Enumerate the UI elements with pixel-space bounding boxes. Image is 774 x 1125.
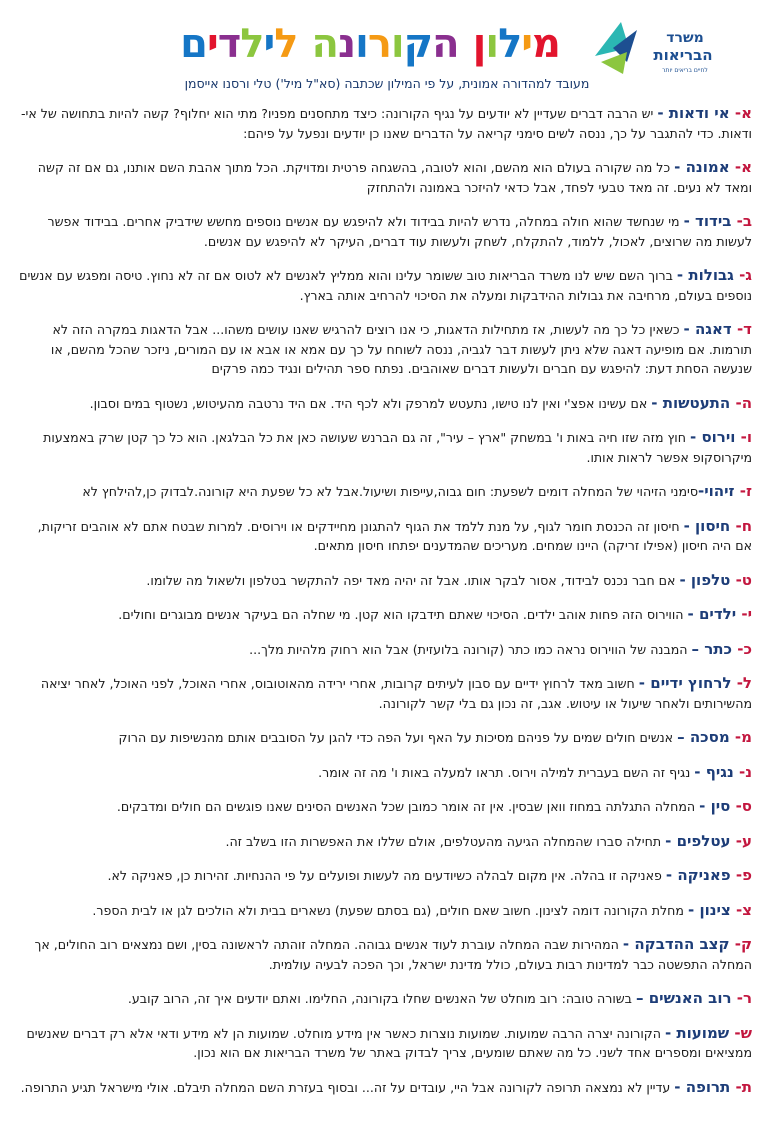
dictionary-entry [18,901,752,921]
title-letter: ה [432,21,459,67]
logo-text-line3: לחיים בריאים יותר [662,67,708,74]
entry-term: זיהוי [704,482,735,500]
entry-definition: פאניקה זו בהלה. אין מקום לבהלה כשיודעים מה לעשות ופועלים על פי ההנחיות. זהירות כן, פאניקה לא. [107,868,666,883]
entry-heading [674,1078,752,1096]
entry-separator: – [635,989,649,1007]
entry-letter: ג [745,266,752,284]
entry-separator: - [698,482,705,500]
entry-letter: י [747,605,752,623]
entry-letter: ק [740,935,752,953]
entry-dash: - [732,639,744,658]
entry-definition: תחילה סברו שהמחלה הגיעה מהעטלפים, אולם שללו את האפשרות הזו בשלב זה. [225,833,666,849]
entry-definition: נגיף זה השם בעברית למילה וירוס. תראו למעלה באות ו' מה זה אומר. [318,764,695,780]
dictionary-entry [18,832,752,852]
title-letter: ל [498,21,522,67]
entry-definition: עדיין לא נמצאה תרופה לקורונה אבל היי, עובדים על זה... ובסוף בעזרת השם המחלה תיבלם. אולי מישראל תגיע התרופה. [20,1079,675,1095]
entry-letter: כ [743,639,752,658]
title-letter: י [207,21,218,67]
entry-dash: - [733,266,746,284]
entry-term: בידוד [695,212,732,230]
entry-letter: ז [745,482,752,500]
entry-letter: פ [742,866,752,884]
entry-heading [665,832,752,850]
title-letter: י [263,21,275,67]
entry-term: סין [710,797,731,815]
entry-dash: - [730,570,742,589]
entry-dash: - [730,797,742,815]
dictionary-entry [18,935,752,974]
title-letter: ק [403,21,433,67]
entry-heading [699,797,752,815]
entry-separator: - [683,212,696,230]
entry-dash: - [735,428,747,446]
title-letter: ד [217,21,241,67]
dictionary-entry [18,266,752,305]
entry-heading [636,989,752,1007]
entry-letter: נ [745,762,752,781]
entry-dash: - [730,393,742,412]
entry-heading [684,320,752,338]
entry-term: נגיף [705,762,734,781]
entry-dash: - [736,605,748,623]
entry-dash: - [734,482,746,500]
entry-heading [665,1024,752,1042]
dictionary-entry [18,517,752,556]
dictionary-entry [18,605,752,625]
entry-letter: א [741,104,752,122]
entry-dash: - [733,762,746,781]
dictionary-entry [18,428,752,467]
entry-letter: ל [742,674,752,692]
title-letter: ו [355,21,368,67]
title-letter: ו [390,21,404,67]
entry-dash: - [730,900,743,919]
entry-separator: - [689,428,702,446]
title-letter: ל [240,21,264,67]
title-letter: נ [337,21,356,67]
dictionary-entry [18,320,752,379]
entry-heading [688,901,752,919]
entry-term: אי ודאות [668,104,730,122]
entry-heading [677,266,752,284]
entry-term: טלפון [690,570,731,589]
entry-definition: הווירוס הזה פחות אוהב ילדים. הסיכוי שאתם תידבקו הוא קטן. מי שחלה הם בעיקר אנשים מבוגרים וחולים. [118,607,688,622]
dictionary-entry [18,212,752,251]
entry-heading [698,482,752,500]
title-letter: ר [367,21,391,67]
entry-separator: - [665,831,677,850]
entry-separator: - [665,866,678,884]
entry-term: פאניקה [677,866,731,884]
entry-letter: ש [740,1023,752,1042]
entry-letter: ח [741,516,752,535]
entry-term: עטלפים [676,831,731,850]
entry-separator: - [657,104,669,122]
entry-separator: - [699,797,711,815]
entry-definition: מחלת הקורונה דומה לצינון. חשוב שאם חולים, (גם בסתם שפעת) נשארים בבית ולא הולכים לגן או לבית הספר. [92,902,688,918]
dictionary-entry [18,797,752,817]
entry-separator: - [694,762,706,781]
entry-definition: אם חבר נכנס לבידוד, אסור לבקר אותו. אבל זה יהיה מאד יפה להתקשר בטלפון ולשאול מה שלומו. [146,572,680,588]
entry-heading [623,935,752,953]
entry-definition: חשוב מאד לרחוץ ידיים עם סבון לעיתים קרובות, אחרי ירידה מהאוטובוס, אחרי האוכל, לפני האוכל, לאחר יציאה מהשירותים ולאחר שיעול או עיטוש. אגב, זה נכון גם בלי קשר לקורונה. [40,676,752,711]
entry-term: רוב האנשים [648,989,732,1007]
entry-separator: - [683,516,696,535]
entry-term: דאגה [694,320,732,338]
entry-heading [684,212,752,230]
entry-definition: המחלה התגלתה במחוז וואן שבסין. אין זה אומר כמובן שכל האנשים הסינים שאנו פוגשים הם חולים ומדבקים. [116,799,700,814]
entry-heading [692,640,752,658]
entry-definition: המהירות שבה המחלה עוברת לעוד אנשים גבוהה. המחלה זוהתה לראשונה בסין, ושם נמצאים רוב החולים, אך המחלה התפשטה כבר למדינות רבות בעולם, כולל מדינת ישראל, וכך הפכה לבעיה עולמית. [34,937,752,972]
entry-letter: צ [742,900,752,919]
entry-dash: - [730,1077,742,1096]
entry-separator: - [674,158,686,176]
entry-dash: - [729,158,742,176]
entry-definition: חיסון זה הכנסת חומר לגוף, על מנת ללמד את הגוף להתגונן מחיידקים או וירוסים. למרות שבטח אתם לא אוהבים זריקות, אם היה חיסון (אפילו זריקה) היינו שמחים. מעריכים שהמדענים יפתחו חיסון מתאים. [37,518,752,553]
dictionary-entry [18,1024,752,1063]
entry-letter: ו [746,428,752,446]
entry-term: צינון [699,900,731,919]
entry-dash: - [731,320,744,338]
entry-letter: ב [742,212,752,230]
entry-separator: - [651,393,663,412]
dictionary-entry [18,104,752,143]
entry-term: שמועות [676,1023,730,1042]
dictionary-entry [18,571,752,591]
entry-heading [694,763,752,781]
entry-term: התעטשות [662,393,731,412]
entry-definition: אנשים חולים שמים על פניהם מסיכות על האף ועל הפה כדי להגן על הסובבים אותם מהנשיפות עם הרוק [118,730,678,745]
entry-letter: ת [741,1077,752,1096]
entry-term: אמונה [685,158,730,176]
entry-letter: ס [741,797,752,815]
entry-heading [684,517,752,535]
dictionary-entry [18,394,752,414]
title-letter: ל [274,21,298,67]
entry-separator: - [638,674,651,692]
entry-dash: - [730,831,742,850]
entry-definition: מי שנחשד שהוא חולה במחלה, נדרש להיות בבידוד ולא להיפגש עם אנשים נוספים מחשש שידביק אחרים. בבידוד אפשר לעשות מה שרוצים, לאכול, ללמוד, להתקלח, לשחק ולעשות עוד דברים, העיקר לא להיפגש עם אנשים. [47,214,752,249]
subtitle: מעובד למהדורה אמונית, על פי המילון שכתבה (סא"ל מיל') טלי ורסנו אייסמן [184,76,590,91]
entry-heading [677,728,752,746]
dictionary-entry [18,158,752,197]
entry-separator: – [677,728,690,746]
entry-heading [657,104,752,122]
entry-separator: - [676,266,689,284]
entry-letter: ע [742,831,752,850]
entry-separator: - [687,605,699,623]
dictionary-entry [18,674,752,713]
entry-letter: ר [742,989,752,1007]
entry-heading [690,428,752,446]
dictionary-entries [18,104,752,1097]
entry-dash: - [730,866,743,884]
entry-term: מסכה [689,728,730,746]
entry-dash: - [729,1023,741,1042]
title-letter: ן [472,21,486,67]
entry-term: וירוס [701,428,736,446]
entry-dash: - [729,728,742,746]
dictionary-entry [18,763,752,783]
entry-heading [651,394,752,412]
entry-term: תרופה [685,1077,731,1096]
page-title [180,20,560,68]
entry-separator: - [683,320,695,338]
entry-definition: סימני הזיהוי של המחלה דומים לשפעת: חום גבוה,עייפות ושיעול.אבל לא כל שפעת היא קורונה.לבדוק כן,להילחץ לא [82,484,698,499]
entry-heading [679,571,752,589]
entry-term: כתר [704,639,733,658]
entry-definition: כשאין כל כך מה לעשות, אז מתחילות הדאגות, כי אנו רוצים להרגיש שאנו עושים משהו... אבל הדאגות במקרה הזה לא תורמות. אם מופיעה דאגה שלא ניתן לעשות דבר לגביה, ננסה לשוחח על כך עם אמא או אבא או עם המורים, ניזכר שהכל מהשם, או שנעשה הסחת דעת: להיפגש עם חברים ולעשות דברים שאוהבים. נפתח ספר תהילים ונגיד כמה פרקים [50,322,752,376]
entry-term: לרחוץ ידיים [650,674,732,692]
entry-letter: ט [741,570,752,589]
entry-definition: בשורה טובה: רוב מוחלט של האנשים שחלו בקורונה, החלימו. ואתם יודעים איך זה, הרוב קובע. [127,991,636,1006]
dictionary-entry [18,1078,752,1098]
entry-separator: - [674,1077,686,1096]
title-letter: ו [485,21,499,67]
dictionary-entry [18,728,752,748]
dictionary-entry [18,640,752,660]
entry-term: גבולות [688,266,734,284]
entry-definition: יש הרבה דברים שעדיין לא יודעים על נגיף הקורונה: כיצד מתחסנים מפניו? מתי הוא יחלוף? קשה להיות בתחושה של אי- ודאות. כדי להתגבר על כך, ננסה לשים סימני קריאה על הדברים שאנו כן יודעים ונפעל על פיהם: [20,106,752,141]
entry-dash: - [729,104,742,122]
title-letter: ם [180,21,207,67]
entry-letter: ה [741,393,752,412]
entry-dash: - [731,212,743,230]
ministry-of-health-logo [593,18,725,78]
entry-term: ילדים [698,605,737,623]
header [0,14,774,76]
entry-term: חיסון [695,516,731,535]
entry-term: קצב ההדבקה [634,935,730,953]
entry-definition: חוץ מזה שזו חיה באות ו' במשחק "ארץ – עיר", זה גם הברנש שעושה כאן את כל הבלגאן. הוא כל כך קטן שרק באמצעות מיקרוסקופ אפשר לראות אותו. [43,430,752,465]
entry-separator: - [622,935,635,953]
entry-dash: - [729,935,741,953]
entry-definition: ברוך השם שיש לנו משרד הבריאות טוב ששומר עלינו והוא ממליץ לאנשים לא לטוס אם זה לא נחוץ. טיסה ומפגש עם אנשים נוספים בעולם, מרחיבה את גבולות ההידבקות ומעלה את הסיכוי להרחיב אותה בארץ. [19,268,752,303]
entry-separator: - [679,570,691,589]
entry-definition: המבנה של הווירוס נראה כמו כתר (קורונה בלועזית) אבל הוא רחוק מלהיות מלך... [249,641,692,657]
dictionary-entry [18,482,752,502]
title-letter: י [521,21,533,67]
entry-definition: הקורונה יצרה הרבה שמועות. שמועות נוצרות כאשר אין מידע מוחלט. שמועות הן לא מידע ודאי אלא רק דברים שאנשים ממציאים ומספרים אחד לשני. כל מה שאתם שומעים, צריך לבדוק באתר של משרד הבריאות אם הוא נכון. [26,1025,752,1060]
entry-definition: אם עשינו אפצ'י ואין לנו טישו, נתעטש למרפק ולא לכף היד. אם היד נרטבה מהעיטוש, נשטוף במים וסבון. [89,395,652,411]
entry-heading [639,674,752,692]
logo-text-line2: הבריאות [653,46,713,64]
entry-dash: - [731,989,743,1007]
title-letter: מ [532,21,560,67]
entry-letter: א [741,158,752,176]
dictionary-entry [18,989,752,1009]
entry-letter: מ [741,728,752,746]
entry-separator: – [691,639,705,658]
entry-heading [674,158,752,176]
entry-heading [688,605,753,623]
entry-dash: - [731,674,743,692]
entry-letter: ד [743,320,752,338]
title-letter: ה [311,21,338,67]
entry-separator: - [664,1023,677,1042]
dictionary-entry [18,866,752,886]
entry-dash: - [730,516,742,535]
entry-separator: - [687,900,700,919]
entry-definition: כל מה שקורה בעולם הוא מהשם, והוא לטובה, בהשגחה פרטית ומדויקת. הכל מתוך אהבת השם אותנו, גם אם זה קשה ומאד לא נעים. זה מאד טבעי לפחד, אבל כדאי להיזכר באמונה ולהתחזק [37,160,752,195]
entry-heading [666,866,752,884]
logo-text-line1: משרד [666,30,704,46]
